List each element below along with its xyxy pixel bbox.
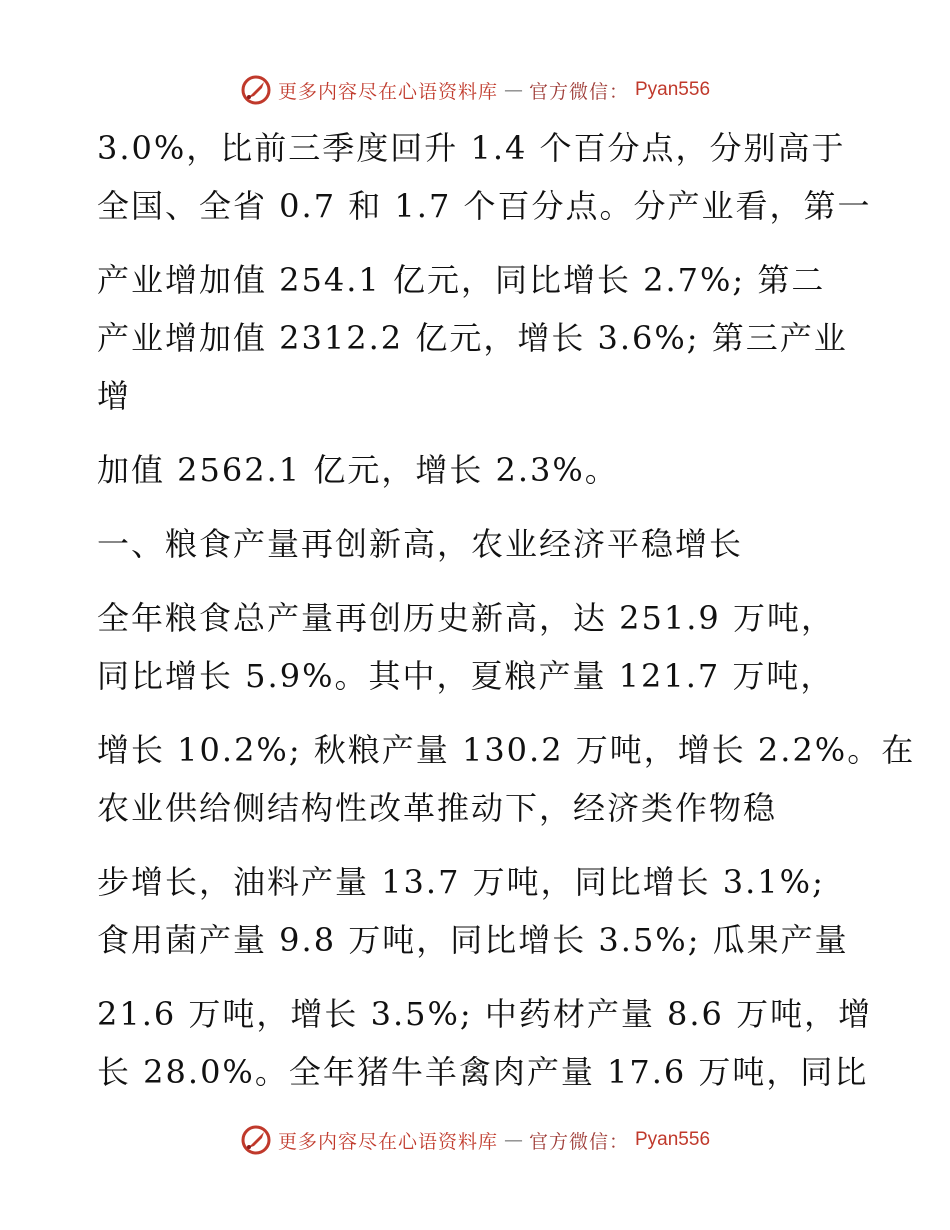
quill-seal-icon bbox=[240, 74, 272, 106]
body-line-15: 长 28.0%。全年猪牛羊禽肉产量 17.6 万吨，同比 bbox=[97, 1053, 869, 1091]
body-line-4: 产业增加值 2312.2 亿元，增长 3.6%; 第三产业 bbox=[97, 319, 848, 357]
body-line-5: 增 bbox=[97, 377, 132, 415]
watermark-wechat-id: Pyan556 bbox=[635, 79, 711, 100]
body-line-2: 全国、全省 0.7 和 1.7 个百分点。分产业看，第一 bbox=[97, 187, 872, 225]
body-line-12: 步增长，油料产量 13.7 万吨，同比增长 3.1%; bbox=[97, 863, 825, 901]
quill-seal-icon bbox=[240, 1124, 272, 1156]
watermark-official-label: 官方微信： bbox=[528, 1130, 629, 1153]
watermark-text: 更多内容尽在心语资料库 bbox=[277, 80, 498, 103]
body-line-14: 21.6 万吨，增长 3.5%; 中药材产量 8.6 万吨，增 bbox=[97, 995, 873, 1033]
watermark-text: 更多内容尽在心语资料库 bbox=[277, 1130, 498, 1153]
body-line-3: 产业增加值 254.1 亿元，同比增长 2.7%; 第二 bbox=[97, 261, 826, 299]
header-watermark bbox=[0, 74, 950, 106]
body-line-8: 全年粮食总产量再创历史新高，达 251.9 万吨， bbox=[97, 599, 835, 637]
watermark-wechat-id: Pyan556 bbox=[635, 1129, 711, 1150]
body-line-1: 3.0%，比前三季度回升 1.4 个百分点，分别高于 bbox=[97, 129, 846, 167]
watermark-dash: — bbox=[503, 1129, 523, 1151]
footer-watermark bbox=[0, 1124, 950, 1156]
watermark-official-label: 官方微信： bbox=[528, 80, 629, 103]
section-heading: 一、粮食产量再创新高，农业经济平稳增长 bbox=[97, 525, 744, 563]
body-line-13: 食用菌产量 9.8 万吨，同比增长 3.5%; 瓜果产量 bbox=[97, 921, 849, 959]
body-line-6: 加值 2562.1 亿元，增长 2.3%。 bbox=[97, 451, 619, 489]
watermark-dash: — bbox=[503, 79, 523, 101]
body-line-9: 同比增长 5.9%。其中，夏粮产量 121.7 万吨， bbox=[97, 657, 835, 695]
body-line-10: 增长 10.2%; 秋粮产量 130.2 万吨，增长 2.2%。在 bbox=[97, 731, 916, 769]
body-line-11: 农业供给侧结构性改革推动下，经济类作物稳 bbox=[97, 789, 778, 827]
